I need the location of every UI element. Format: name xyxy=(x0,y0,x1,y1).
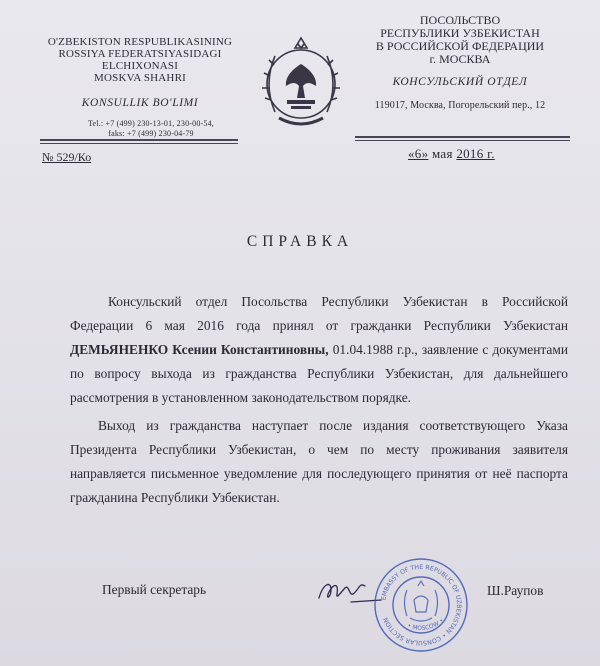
date-year: 2016 г. xyxy=(456,146,495,161)
letterhead-uz-line2: ROSSIYA FEDERATSIYASIDAGI xyxy=(58,48,222,60)
stamp-city-text: • MOSCOW • xyxy=(406,617,446,633)
p1-rest: 01.04.1988 г.р., заявление с документами по вопросу выхода из гражданства Республики Узбекистан, для дальнейшего рассмотрения в установленном законодательством порядке. xyxy=(70,342,568,405)
date-month: мая xyxy=(431,146,453,161)
letterhead-right-rule xyxy=(355,136,570,141)
applicant-name: ДЕМЬЯНЕНКО Ксении Константиновны, xyxy=(70,342,329,357)
reference-number: № 529/Ко xyxy=(42,150,92,164)
letterhead-uz-department: KONSULLIK BO'LIMI xyxy=(81,97,199,109)
letterhead-ru-line4: г. МОСКВА xyxy=(429,52,491,66)
body-paragraph-1 xyxy=(70,290,568,410)
signatory-name: Ш.Раупов xyxy=(487,583,544,598)
official-stamp-icon xyxy=(372,556,470,654)
letterhead-uz-fax: faks: +7 (499) 230-04-79 xyxy=(108,129,194,138)
signatory-role: Первый секретарь xyxy=(102,582,207,597)
document-body xyxy=(70,290,568,514)
letterhead-ru-line1: ПОСОЛЬСТВО xyxy=(419,13,501,27)
letterhead-uz-contacts xyxy=(40,119,240,139)
letterhead-ru-line2: РЕСПУБЛИКИ УЗБЕКИСТАН xyxy=(380,26,540,40)
document-date xyxy=(408,146,495,162)
letterhead-uz-line3: ELCHIXONASI xyxy=(101,60,179,72)
letterhead-russian xyxy=(355,14,565,112)
date-day: «6» xyxy=(408,146,429,161)
letterhead-uz-line4: MOSKVA SHAHRI xyxy=(94,72,186,84)
letterhead-uz-phones: Tel.: +7 (499) 230-13-01, 230-00-54, xyxy=(87,119,215,128)
document-title: СПРАВКА xyxy=(246,233,354,250)
letterhead-uz-line1: O'ZBEKISTON RESPUBLIKASINING xyxy=(47,36,233,48)
letterhead-uzbek xyxy=(40,36,240,139)
state-emblem-icon xyxy=(255,34,347,134)
p1-lead: Консульский отдел Посольства Республики Узбекистан в Российской Федерации 6 мая 2016 года принял от гражданки Республики Узбекистан xyxy=(70,294,568,333)
letterhead-left-rule xyxy=(40,139,238,144)
letterhead-ru-address: 119017, Москва, Погорельский пер., 12 xyxy=(374,100,546,111)
stamp-ring-text: EMBASSY OF THE REPUBLIC OF UZBEKISTAN • CONSULAR SECTION xyxy=(380,563,463,647)
letterhead-ru-line3: В РОССИЙСКОЙ ФЕДЕРАЦИИ xyxy=(375,39,545,53)
letterhead-ru-department: КОНСУЛЬСКИЙ ОТДЕЛ xyxy=(392,76,528,88)
body-paragraph-2: Выход из гражданства наступает после издания соответствующего Указа Президента Республики Узбекистан, о чем по месту проживания заявителя направляется письменное уведомление для последующего принятия от неё паспорта гражданина Республики Узбекистан. xyxy=(70,418,568,505)
